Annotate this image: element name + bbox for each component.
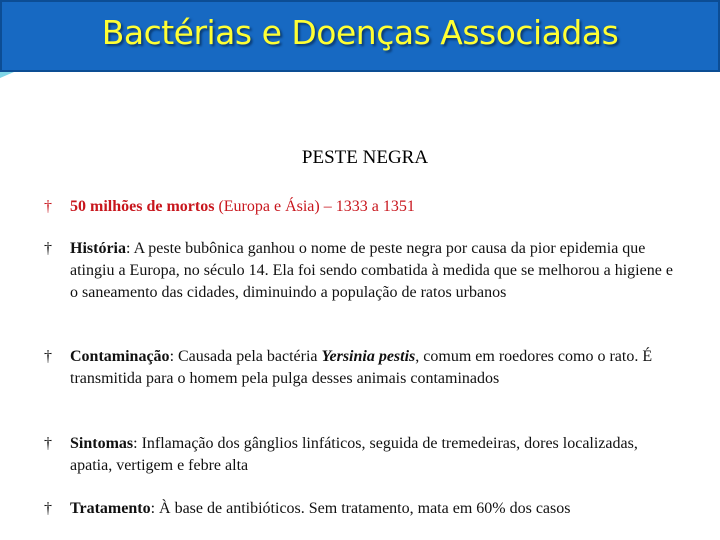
list-item-symptoms [44, 433, 684, 477]
item-text: : A peste bubônica ganhou o nome de peste negra por causa da pior epidemia que atingiu a Europa, no século 14. Ela foi sendo combatida à medida que se melhorou a higiene e o saneamento das cidades, diminuindo a população de ratos urbanos [70, 240, 673, 301]
item-text-continued: , comum em roedores como o rato. É transmitida para o homem pela pulga desses animais contaminados [70, 348, 653, 387]
item-text: : À base de antibióticos. Sem tratamento, mata em 60% dos casos [150, 500, 571, 517]
section-heading: PESTE NEGRA [301, 147, 429, 168]
dagger-bullet-icon: † [44, 348, 52, 365]
list-item-history [44, 238, 684, 304]
dagger-bullet-icon: † [44, 435, 52, 452]
item-label: 50 milhões de mortos [70, 198, 215, 215]
dagger-bullet-icon: † [44, 198, 52, 215]
species-name: Yersinia pestis [321, 348, 416, 365]
item-text: : Inflamação dos gânglios linfáticos, seguida de tremedeiras, dores localizadas, apatia, vertigem e febre alta [70, 435, 638, 474]
item-text: : Causada pela bactéria [169, 348, 322, 365]
slide-title: Bactérias e Doenças Associadas [101, 12, 619, 52]
item-label: Contaminação [70, 348, 170, 365]
dagger-bullet-icon: † [44, 500, 52, 517]
item-label: Tratamento [70, 500, 151, 517]
list-item-treatment [44, 498, 684, 520]
item-label: Sintomas [70, 435, 134, 452]
item-text: (Europa e Ásia) – 1333 a 1351 [214, 198, 415, 215]
list-item-contamination [44, 346, 684, 390]
decorative-corner [0, 72, 14, 78]
dagger-bullet-icon: † [44, 240, 52, 257]
list-item-deaths [44, 196, 684, 218]
item-label: História [70, 240, 126, 257]
title-banner [0, 0, 720, 72]
